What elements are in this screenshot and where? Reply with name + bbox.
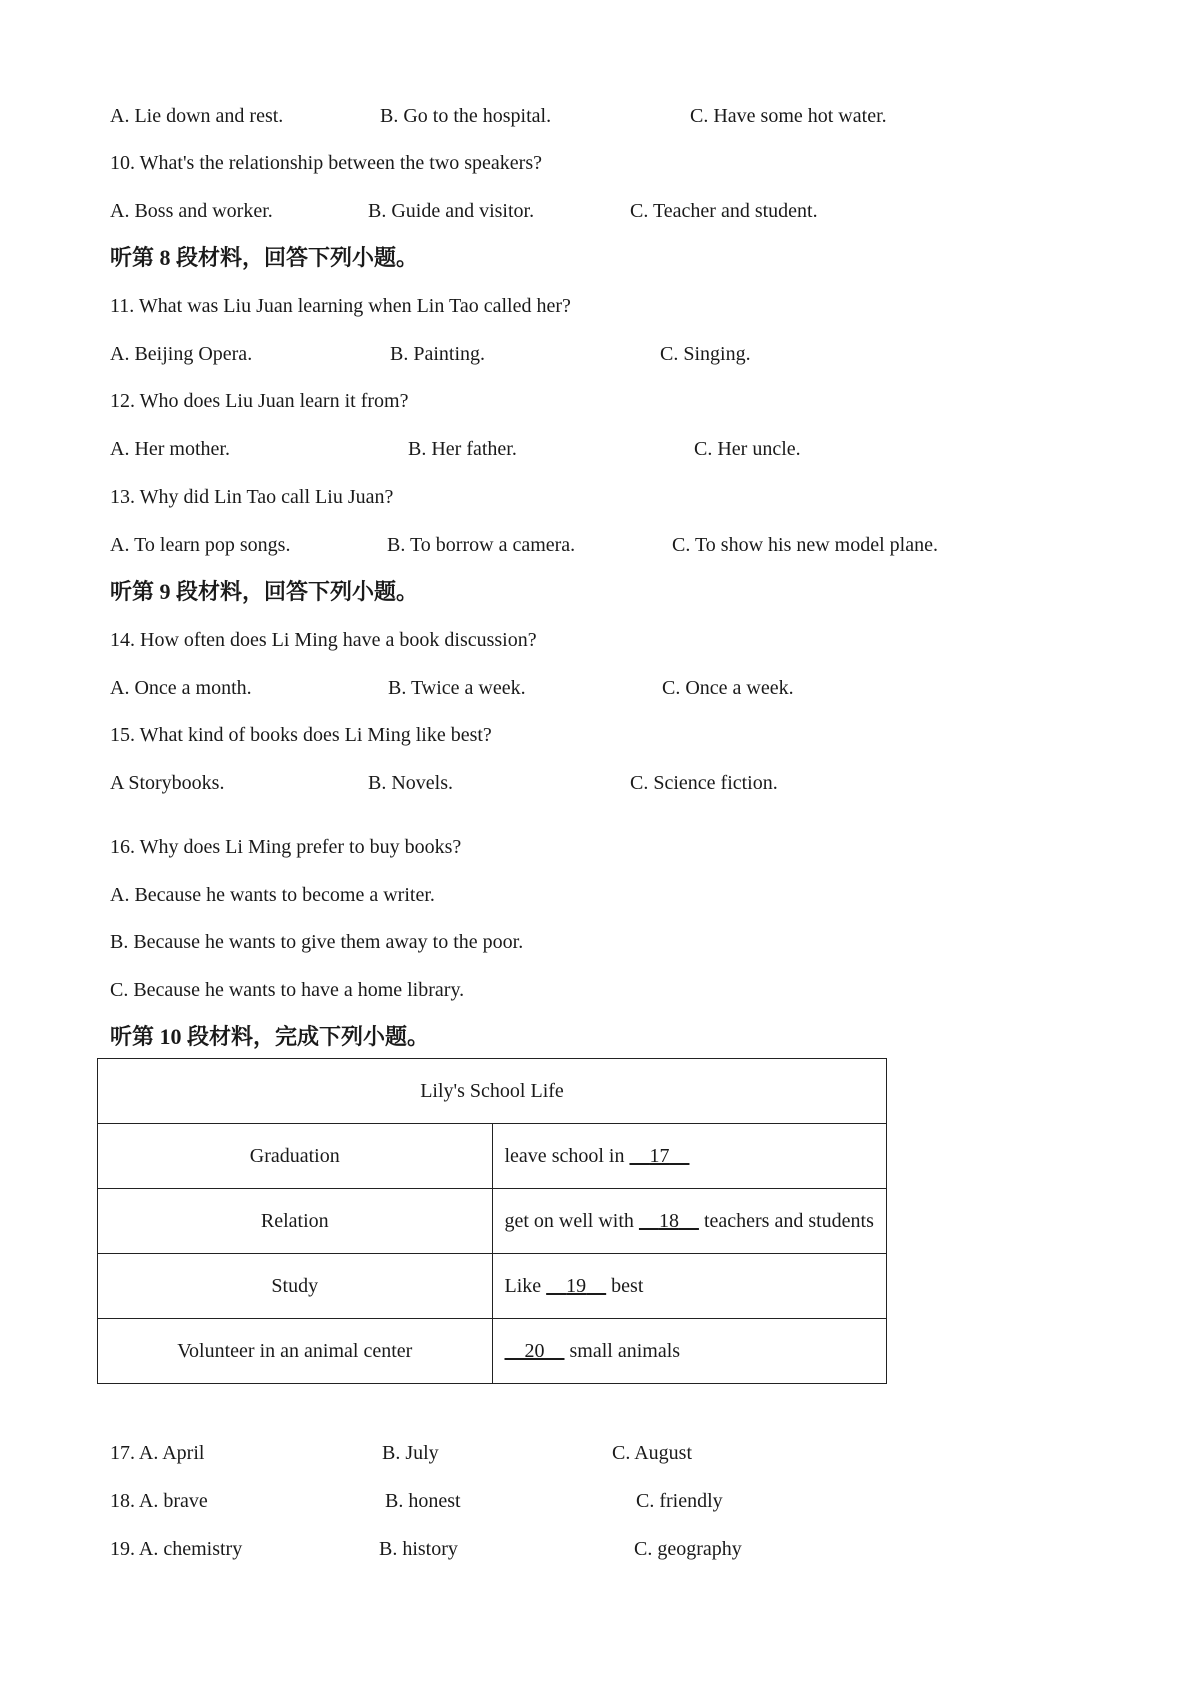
table-row <box>98 1124 887 1189</box>
text-after-blank: teachers and students <box>698 1209 874 1232</box>
q14-option-b: B. Twice a week. <box>388 677 526 699</box>
q13-option-b: B. To borrow a camera. <box>387 534 576 556</box>
q12-question: 12. Who does Liu Juan learn it from? <box>110 390 409 412</box>
q15-option-b: B. Novels. <box>368 772 453 794</box>
table-row <box>98 1319 887 1384</box>
row-label-volunteer: Volunteer in an animal center <box>98 1319 493 1384</box>
q12-option-a: A. Her mother. <box>110 438 230 460</box>
blank-17: 17 <box>649 1144 670 1167</box>
q16-question: 16. Why does Li Ming prefer to buy books? <box>110 836 462 858</box>
text-after-blank: best <box>606 1274 644 1297</box>
q10-question: 10. What's the relationship between the two speakers? <box>110 152 542 174</box>
q11-option-c: C. Singing. <box>660 343 751 365</box>
q15-option-a: A Storybooks. <box>110 772 225 794</box>
q9-option-c: C. Have some hot water. <box>690 105 887 127</box>
q12-option-c: C. Her uncle. <box>694 438 801 460</box>
q9-option-b: B. Go to the hospital. <box>380 105 552 127</box>
table-caption: Lily's School Life <box>98 1059 887 1124</box>
table-row <box>98 1189 887 1254</box>
q9-option-a: A. Lie down and rest. <box>110 105 284 127</box>
q15-option-c: C. Science fiction. <box>630 772 778 794</box>
text-before-blank: leave school in <box>504 1144 630 1167</box>
blank-19: 19 <box>566 1274 587 1297</box>
text-after-blank: small animals <box>564 1339 681 1362</box>
q16-option-a: A. Because he wants to become a writer. <box>110 884 435 906</box>
q16-option-b: B. Because he wants to give them away to the poor. <box>110 931 524 953</box>
row-label-study: Study <box>98 1254 493 1319</box>
row-label-graduation: Graduation <box>98 1124 493 1189</box>
blank-20: 20 <box>524 1339 545 1362</box>
q10-option-a: A. Boss and worker. <box>110 200 273 222</box>
q10-option-c: C. Teacher and student. <box>630 200 818 222</box>
q18-option-b: B. honest <box>385 1490 461 1512</box>
text-before-blank: get on well with <box>504 1209 639 1232</box>
q18-option-a: 18. A. brave <box>110 1490 208 1512</box>
q11-question: 11. What was Liu Juan learning when Lin Tao called her? <box>110 295 571 317</box>
q14-question: 14. How often does Li Ming have a book discussion? <box>110 629 537 651</box>
table-row <box>98 1254 887 1319</box>
text-before-blank: Like <box>504 1274 547 1297</box>
q14-option-c: C. Once a week. <box>662 677 794 699</box>
q17-option-c: C. August <box>612 1442 693 1464</box>
q11-option-a: A. Beijing Opera. <box>110 343 253 365</box>
section-9-heading: 听第 9 段材料，回答下列小题。 <box>110 579 419 604</box>
q10-option-b: B. Guide and visitor. <box>368 200 535 222</box>
q11-option-b: B. Painting. <box>390 343 486 365</box>
row-content-graduation <box>492 1124 887 1189</box>
section-8-heading: 听第 8 段材料，回答下列小题。 <box>110 245 419 270</box>
table-caption-row <box>98 1059 887 1124</box>
row-content-volunteer <box>492 1319 887 1384</box>
q13-option-c: C. To show his new model plane. <box>672 534 938 556</box>
q12-option-b: B. Her father. <box>408 438 517 460</box>
section-10-heading: 听第 10 段材料，完成下列小题。 <box>110 1024 430 1049</box>
row-label-relation: Relation <box>98 1189 493 1254</box>
q17-option-b: B. July <box>382 1442 439 1464</box>
q18-option-c: C. friendly <box>636 1490 723 1512</box>
blank-18: 18 <box>658 1209 679 1232</box>
q19-option-c: C. geography <box>634 1538 742 1560</box>
q15-question: 15. What kind of books does Li Ming like best? <box>110 724 492 746</box>
q13-option-a: A. To learn pop songs. <box>110 534 291 556</box>
q19-option-b: B. history <box>379 1538 458 1560</box>
school-life-table <box>97 1058 887 1384</box>
q14-option-a: A. Once a month. <box>110 677 252 699</box>
q17-option-a: 17. A. April <box>110 1442 205 1464</box>
q16-option-c: C. Because he wants to have a home library. <box>110 979 465 1001</box>
q19-option-a: 19. A. chemistry <box>110 1538 243 1560</box>
row-content-relation <box>492 1189 887 1254</box>
row-content-study <box>492 1254 887 1319</box>
q13-question: 13. Why did Lin Tao call Liu Juan? <box>110 486 394 508</box>
